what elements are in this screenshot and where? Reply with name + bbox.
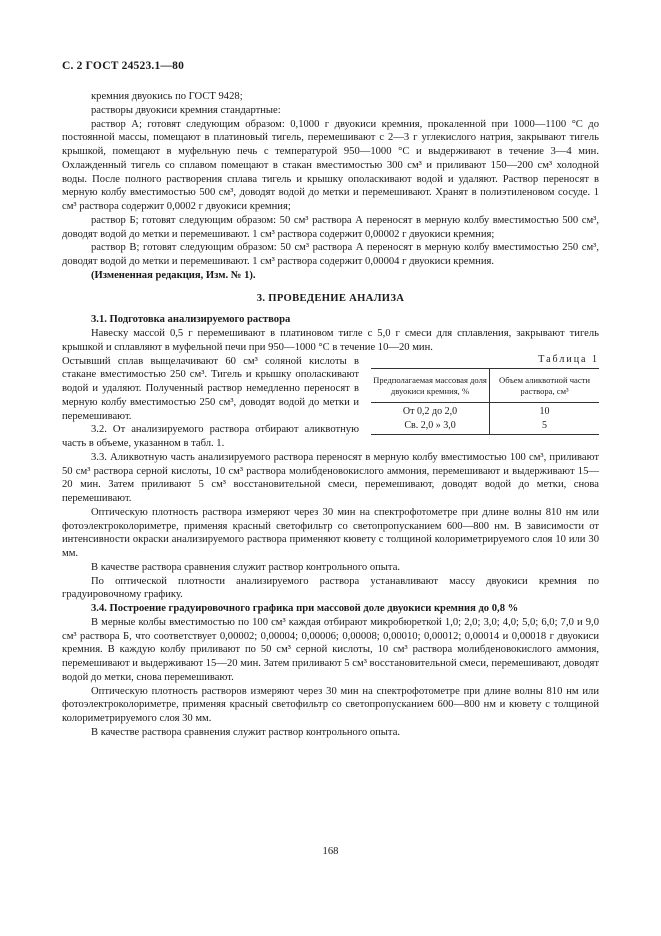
paragraph: Навеску массой 0,5 г перемешивают в платиновом тигле с 5,0 г смеси для сплавления, закрывают тигель крышкой и сплавляют в муфельной печи при 950—1000 °С в течение 10—20 мин. bbox=[62, 328, 599, 353]
paragraph: Остывший сплав выщелачивают 60 см³ соляной кислоты в стакане вместимостью 250 см³. Тигель и крышку ополаскивают водой и удаляют. Полученный раствор немедленно переносят в мерную колбу вместимостью 250 см³, доводят водой до метки и перемешивают. bbox=[62, 355, 359, 422]
paragraph: кремния двуокись по ГОСТ 9428; bbox=[91, 91, 243, 102]
page-header: С. 2 ГОСТ 24523.1—80 bbox=[62, 60, 185, 72]
subsection-title: 3.4. Построение градуировочного графика при массовой доле двуокиси кремния до 0,8 % bbox=[91, 603, 519, 614]
table-cell-range: От 0,2 до 2,0 bbox=[371, 403, 490, 419]
table-cell-volume: 10 bbox=[539, 406, 550, 417]
table-row bbox=[371, 403, 599, 419]
table-cell-volume: 5 bbox=[490, 419, 599, 435]
subsection-title: 3.1. Подготовка анализируемого раствора bbox=[91, 314, 291, 326]
paragraph: раствор А; готовят следующим образом: 0,1000 г двуокиси кремния, прокаленной при 1000—1100 °С до постоянной массы, помещают в платиновый тигель, перемешивают с 2—3 г углекислого натрия, закрывают тигель крышкой, помещают в муфельную печь с температурой 950—1000 °С и выдерживают в течение 3—4 мин. Охлажденный тигель со сплавом помещают в стакан вместимостью 300 см³ и приливают 150—200 см³ холодной воды. После полного растворения сплава тигель и крышку ополаскивают водой и удаляют. Раствор переносят в мерную колбу вместимостью 500 см³, доводят водой до метки и перемешивают. Хранят в полиэтиленовом сосуде. 1 см³ раствора содержит 0,0002 г двуокиси кремния; bbox=[62, 118, 599, 212]
table-caption: Таблица 1 bbox=[538, 353, 599, 365]
paragraph: Оптическую плотность растворов измеряют через 30 мин на спектрофотометре при длине волны 810 нм или фотоэлектроколориметре, применяя красный светофильтр со светопропусканием 600—800 нм и кювету с толщиной колориметрируемого слоя 30 мм. bbox=[62, 685, 599, 724]
paragraph: 3.3. Аликвотную часть анализируемого раствора переносят в мерную колбу вместимостью 100 см³, приливают 50 см³ раствора серной кислоты, 10 см³ раствора молибденовокислого аммония, перемешивают и выдерживают 15—20 мин. Затем приливают 5 см³ восстановительной смеси, перемешивают, доводят водой до метки, снова перемешивают. bbox=[62, 451, 599, 504]
paragraph: В мерные колбы вместимостью по 100 см³ каждая отбирают микробюреткой 1,0; 2,0; 3,0; 4,0; 5,0; 6,0; 7,0 и 9,0 см³ раствора Б, что соответствует 0,00002; 0,00004; 0,00006; 0,00008; 0,00010; 0,00012; 0,00014 и 0,00018 г двуокиси кремния. В каждую колбу приливают по 50 см³ серной кислоты, 10 см³ раствора молибденовокислого аммония, перемешивают и выдерживают 15—20 мин. Затем приливают 5 см³ восстановительной смеси, перемешивают, доводят водой до метки, снова перемешивают. bbox=[62, 616, 599, 683]
text-with-table bbox=[62, 355, 599, 451]
paragraph: По оптической плотности анализируемого раствора устанавливают массу двуокиси кремния по градуировочному графику. bbox=[62, 575, 599, 601]
paragraph: Оптическую плотность раствора измеряют через 30 мин на спектрофотометре при длине волны 810 нм или фотоэлектроколориметре, применяя красный светофильтр со светопропусканием 600—800 нм. В зависимости от интенсивности окраски анализируемого раствора применяют кювету с толщиной колориметрируемого слоя 10 или 30 мм. bbox=[62, 506, 599, 559]
page-number: 168 bbox=[322, 846, 339, 857]
amendment-note: (Измененная редакция, Изм. № 1). bbox=[91, 269, 256, 281]
paragraph: растворы двуокиси кремния стандартные: bbox=[91, 104, 281, 116]
section-heading: 3. ПРОВЕДЕНИЕ АНАЛИЗА bbox=[256, 292, 405, 304]
table-1 bbox=[371, 355, 599, 436]
paragraph: В качестве раствора сравнения служит раствор контрольного опыта. bbox=[91, 561, 401, 573]
table-header-aliquot-volume: Объем аликвотной части раствора, см³ bbox=[490, 369, 599, 403]
paragraph: раствор Б; готовят следующим образом: 50 см³ раствора А переносят в мерную колбу вместимостью 500 см³, доводят водой до метки и перемешивают. 1 см³ раствора содержит 0,00002 г двуокиси кремния; bbox=[62, 214, 599, 240]
table-cell-range: Св. 2,0 » 3,0 bbox=[371, 419, 490, 435]
paragraph: 3.2. От анализируемого раствора отбирают аликвотную часть в объеме, указанном в табл. 1. bbox=[62, 424, 359, 449]
paragraph: раствор В; готовят следующим образом: 50 см³ раствора А переносят в мерную колбу вместимостью 250 см³, доводят водой до метки и перемешивают. 1 см³ раствора содержит 0,00004 г двуокиси кремния. bbox=[62, 242, 599, 267]
paragraph: В качестве раствора сравнения служит раствор контрольного опыта. bbox=[91, 726, 401, 738]
aliquot-table bbox=[371, 368, 599, 435]
page-content bbox=[62, 90, 599, 740]
table-header-mass-fraction: Предполагаемая массовая доля двуокиси кремния, % bbox=[371, 369, 490, 403]
table-row bbox=[371, 419, 599, 435]
